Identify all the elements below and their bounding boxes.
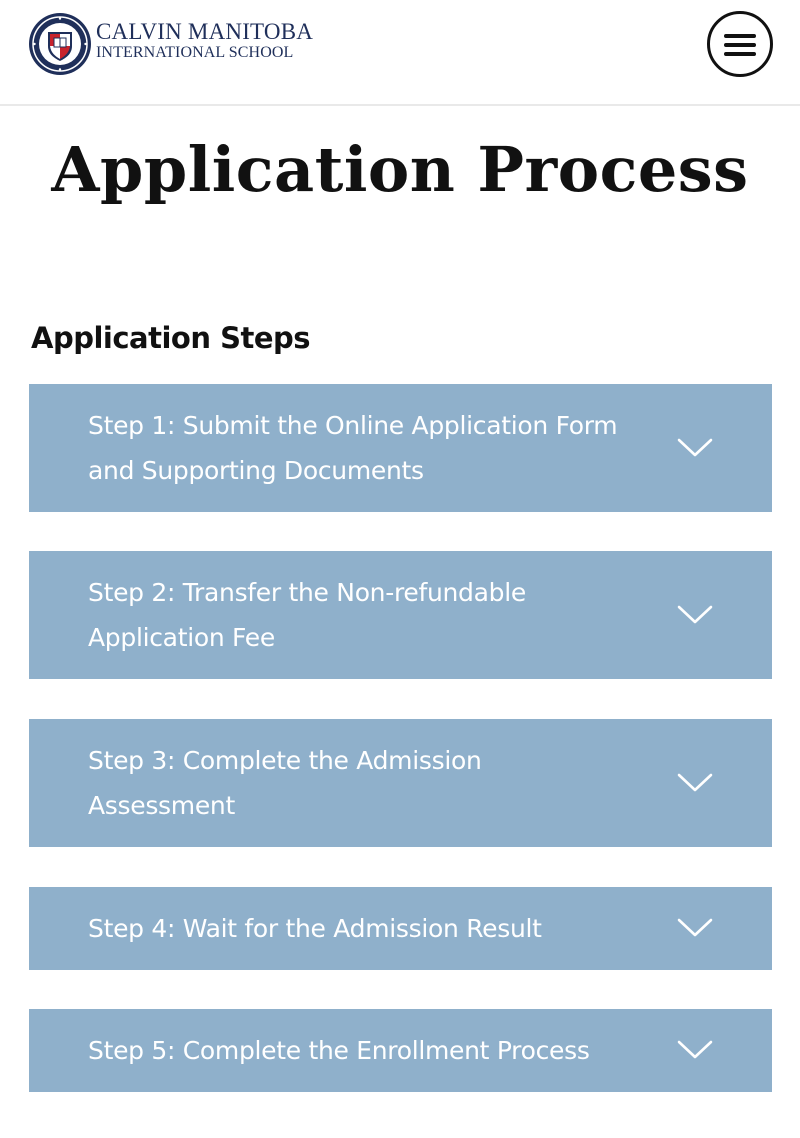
accordion-step-2[interactable] [29,551,772,679]
accordion-step-1[interactable] [29,384,772,512]
section-title: Application Steps [31,321,311,355]
school-crest-logo[interactable] [28,12,92,76]
menu-button[interactable] [707,11,773,77]
chevron-down-icon [677,1040,713,1060]
menu-icon-bar [724,34,756,38]
accordion-step-2-label: Step 2: Transfer the Non-refundable Application Fee [88,578,526,652]
chevron-down-icon [677,605,713,625]
chevron-down-icon [677,773,713,793]
accordion-step-3-label: Step 3: Complete the Admission Assessment [88,746,482,820]
school-name-line2: INTERNATIONAL SCHOOL [96,44,294,61]
accordion-step-5-label: Step 5: Complete the Enrollment Process [88,1036,590,1065]
accordion-step-3[interactable] [29,719,772,847]
accordion-step-4-label: Step 4: Wait for the Admission Result [88,914,542,943]
page-title: Application Process [51,133,749,206]
menu-icon-bar [724,43,756,47]
school-crest-icon [28,12,92,76]
accordion-step-1-label: Step 1: Submit the Online Application Form and Supporting Documents [88,411,618,485]
chevron-down-icon [677,438,713,458]
site-header [0,0,800,106]
school-name[interactable] [96,20,313,61]
chevron-down-icon [677,918,713,938]
accordion-step-5[interactable] [29,1009,772,1092]
school-name-line1: CALVIN MANITOBA [96,19,314,44]
accordion-step-4[interactable] [29,887,772,970]
menu-icon-bar [724,52,756,56]
